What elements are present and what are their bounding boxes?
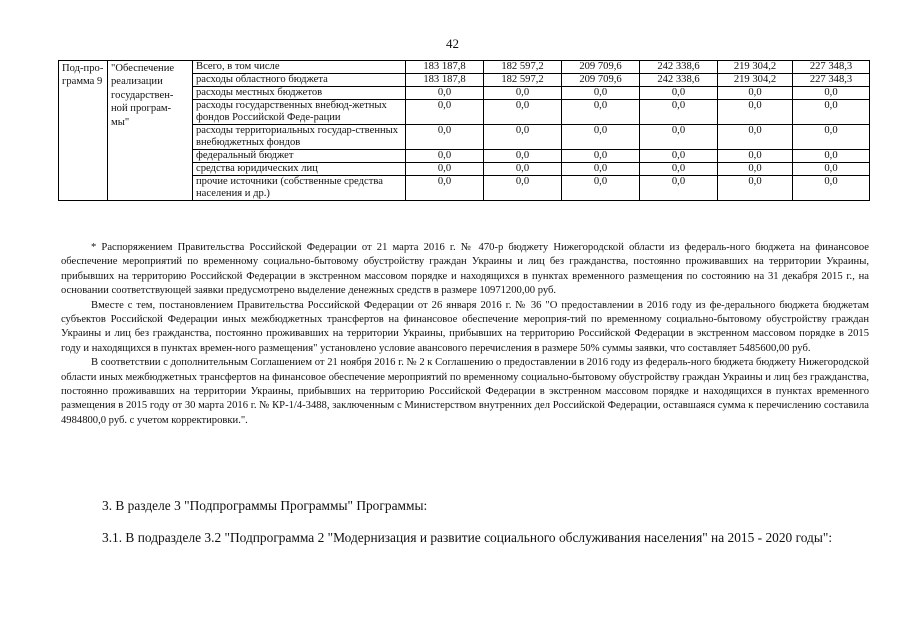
subprogram-name-cell: "Обеспечение реализации государствен-ной програм-мы"	[108, 61, 193, 201]
value-cell: 0,0	[562, 125, 640, 150]
footnote-paragraph: * Распоряжением Правительства Российской Федерации от 21 марта 2016 г. № 470-р бюджету Нижегородской области из федераль-ного бюджета на финансовое обеспечение мероприятий по временному социально-бытовому обустройству граждан Украины и лиц без гражданства, постоянно проживавших на территории Украины, прибывших на территорию Российской Федерации в экстренном массовом порядке и находящихся в пунктах временного размещения по состоянию на 31 декабря 2015 г., на основании соответствующей заявки предусмотрено выделение денежных средств в размере 10971200,00 руб.	[61, 242, 869, 297]
value-cell: 0,0	[562, 100, 640, 125]
row-label: Всего, в том числе	[193, 61, 406, 74]
value-cell: 0,0	[406, 87, 484, 100]
row-label: средства юридических лиц	[193, 163, 406, 176]
section-3-heading: 3. В разделе 3 "Подпрограммы Программы" Программы:	[102, 498, 428, 513]
value-cell: 0,0	[793, 125, 870, 150]
value-cell: 0,0	[640, 163, 718, 176]
page-number: 42	[446, 36, 459, 51]
value-cell: 0,0	[406, 176, 484, 201]
value-cell: 0,0	[793, 100, 870, 125]
value-cell: 0,0	[406, 163, 484, 176]
value-cell: 0,0	[484, 125, 562, 150]
value-cell: 0,0	[640, 150, 718, 163]
row-label: прочие источники (собственные средства населения и др.)	[193, 176, 406, 201]
value-cell: 0,0	[484, 176, 562, 201]
value-cell: 0,0	[562, 87, 640, 100]
value-cell: 0,0	[406, 150, 484, 163]
value-cell: 0,0	[640, 100, 718, 125]
value-cell: 182 597,2	[484, 61, 562, 74]
row-label: расходы государственных внебюд-жетных фондов Российской Феде-рации	[193, 100, 406, 125]
value-cell: 0,0	[562, 176, 640, 201]
value-cell: 219 304,2	[718, 61, 793, 74]
value-cell: 242 338,6	[640, 61, 718, 74]
value-cell: 0,0	[793, 163, 870, 176]
footnote-paragraph: Вместе с тем, постановлением Правительства Российской Федерации от 26 января 2016 г. № 36 "О предоставлении в 2016 году из фе-деральнoго бюджета бюджетам субъектов Российской Федерации иных межбюджетных трансфертов на финансовое обеспечение мероприя-тий по временному социально-бытовому обустройству граждан Украины и лиц без гражданства, постоянно проживавших на территории Украины, прибывших на территорию Российской Федерации в экстренном массовом порядке в 2015 году и находящихся в пунктах времен-ного размещения" установлено условие авансового перечисления в размере 50% суммы заявки, что составляет 5485600,00 руб.	[61, 299, 869, 354]
value-cell: 0,0	[793, 150, 870, 163]
footnote-paragraph: В соответствии с дополнительным Соглашением от 21 ноября 2016 г. № 2 к Соглашению о предоставлении в 2016 году из федераль-ного бюджета бюджету Нижегородской области иных межбюджетных трансфертов на финансовое обеспечение мероприятий по временному социально-бытовому обустройству граждан Украины и лиц без гражданства, постоянно проживавших на территории Украины, прибывших на территорию Российской Федерации в экстренном массовом порядке и находящихся в пунктах временного размещения в 2015 году от 30 марта 2016 г. № КР-1/4-3488, заключенным с Министерством внутренних дел Российской Федерации, оставшаяся сумма к перечислению составила 4984800,0 руб. с учетом корректировки.".	[61, 357, 869, 426]
footnote-block	[61, 241, 869, 428]
value-cell: 227 348,3	[793, 74, 870, 87]
value-cell: 209 709,6	[562, 61, 640, 74]
value-cell: 0,0	[484, 150, 562, 163]
value-cell: 0,0	[640, 125, 718, 150]
subprogram-cell: Под-про-грамма 9	[59, 61, 108, 201]
value-cell: 0,0	[484, 163, 562, 176]
value-cell: 183 187,8	[406, 74, 484, 87]
value-cell: 0,0	[793, 87, 870, 100]
value-cell: 0,0	[718, 150, 793, 163]
row-label: расходы местных бюджетов	[193, 87, 406, 100]
value-cell: 227 348,3	[793, 61, 870, 74]
value-cell: 0,0	[718, 125, 793, 150]
row-label: расходы территориальных государ-ственных внебюджетных фондов	[193, 125, 406, 150]
value-cell: 182 597,2	[484, 74, 562, 87]
value-cell: 0,0	[406, 125, 484, 150]
value-cell: 0,0	[718, 176, 793, 201]
value-cell: 0,0	[640, 176, 718, 201]
value-cell: 0,0	[718, 100, 793, 125]
row-label: расходы областного бюджета	[193, 74, 406, 87]
section-3-1-heading: 3.1. В подразделе 3.2 "Подпрограмма 2 "Модернизация и развитие социального обслуживания населения" на 2015 - 2020 годы":	[102, 530, 833, 545]
value-cell: 0,0	[640, 87, 718, 100]
value-cell: 0,0	[718, 163, 793, 176]
value-cell: 183 187,8	[406, 61, 484, 74]
row-label: федеральный бюджет	[193, 150, 406, 163]
value-cell: 219 304,2	[718, 74, 793, 87]
value-cell: 0,0	[484, 87, 562, 100]
budget-table	[58, 60, 870, 201]
value-cell: 242 338,6	[640, 74, 718, 87]
value-cell: 0,0	[484, 100, 562, 125]
table-row	[59, 61, 870, 74]
value-cell: 0,0	[793, 176, 870, 201]
value-cell: 0,0	[718, 87, 793, 100]
value-cell: 209 709,6	[562, 74, 640, 87]
value-cell: 0,0	[406, 100, 484, 125]
value-cell: 0,0	[562, 163, 640, 176]
value-cell: 0,0	[562, 150, 640, 163]
